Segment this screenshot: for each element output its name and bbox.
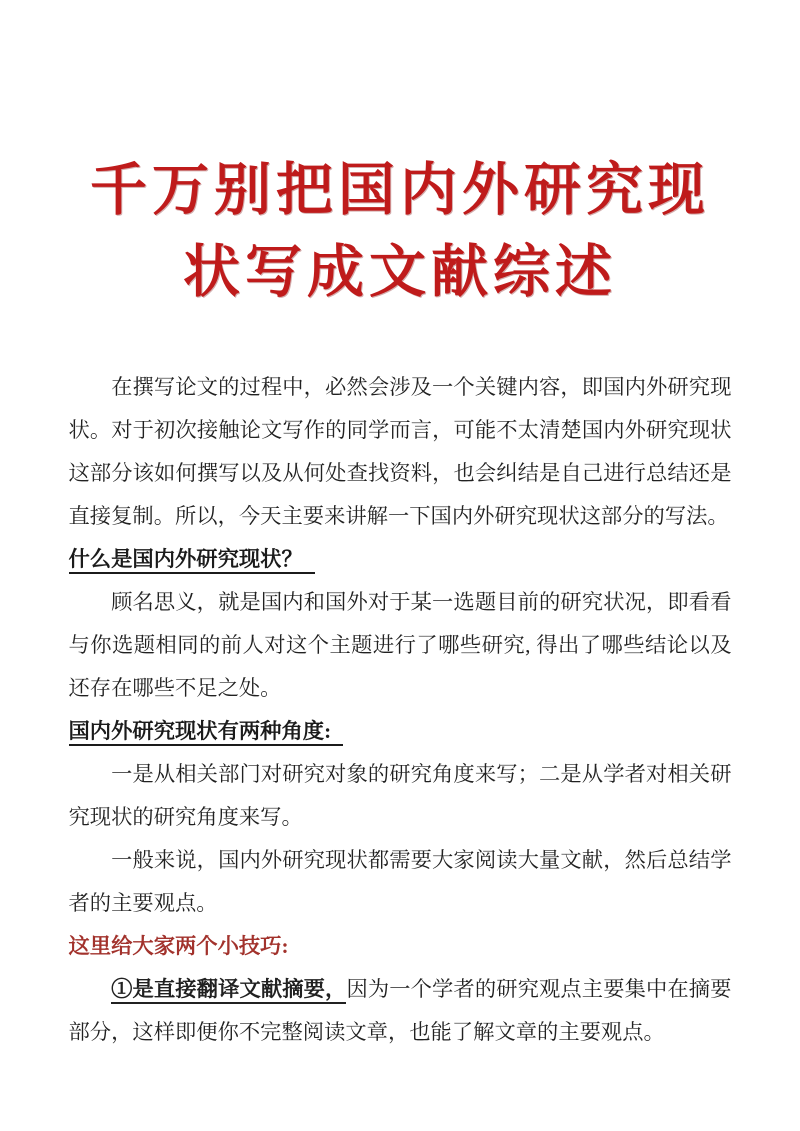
document-title-line2: 状写成文献综述 (183, 241, 617, 304)
section-heading-two-angles-text: 国内外研究现状有两种角度: (69, 719, 344, 746)
tips-heading: 这里给大家两个小技巧: (68, 934, 289, 958)
document-title-line1: 千万别把国内外研究现 (90, 159, 710, 222)
paragraph-two-angles: 一是从相关部门对研究对象的研究角度来写；二是从学者对相关研究现状的研究角度来写。 (68, 762, 732, 829)
section-heading-what-is (69, 538, 732, 581)
tip-1-rest: 因为一个学者的研究观点主要集中在摘要部分，这样即便你不完整阅读文章，也能了解文章的主要观点。 (68, 977, 732, 1044)
section-heading-two-angles (69, 710, 732, 753)
paragraph-what-definition: 顾名思义，就是国内和国外对于某一选题目前的研究状况，即看看与你选题相同的前人对这个主题进行了哪些研究, 得出了哪些结论以及还存在哪些不足之处。 (68, 590, 732, 700)
section-heading-what-is-text: 什么是国内外研究现状？ (69, 547, 315, 574)
document-title (40, 150, 760, 314)
tip-1-lead: ①是直接翻译文献摘要， (111, 977, 346, 1004)
document-body (69, 366, 732, 1054)
paragraph-general-note: 一般来说，国内外研究现状都需要大家阅读大量文献，然后总结学者的主要观点。 (68, 848, 732, 915)
paragraph-intro: 在撰写论文的过程中，必然会涉及一个关键内容，即国内外研究现状。对于初次接触论文写作的同学而言，可能不太清楚国内外研究现状这部分该如何撰写以及从何处查找资料，也会纠结是自己进行总结还是直接复制。所以，今天主要来讲解一下国内外研究现状这部分的写法。 (68, 375, 732, 528)
paragraph-tip-1 (69, 968, 732, 1054)
